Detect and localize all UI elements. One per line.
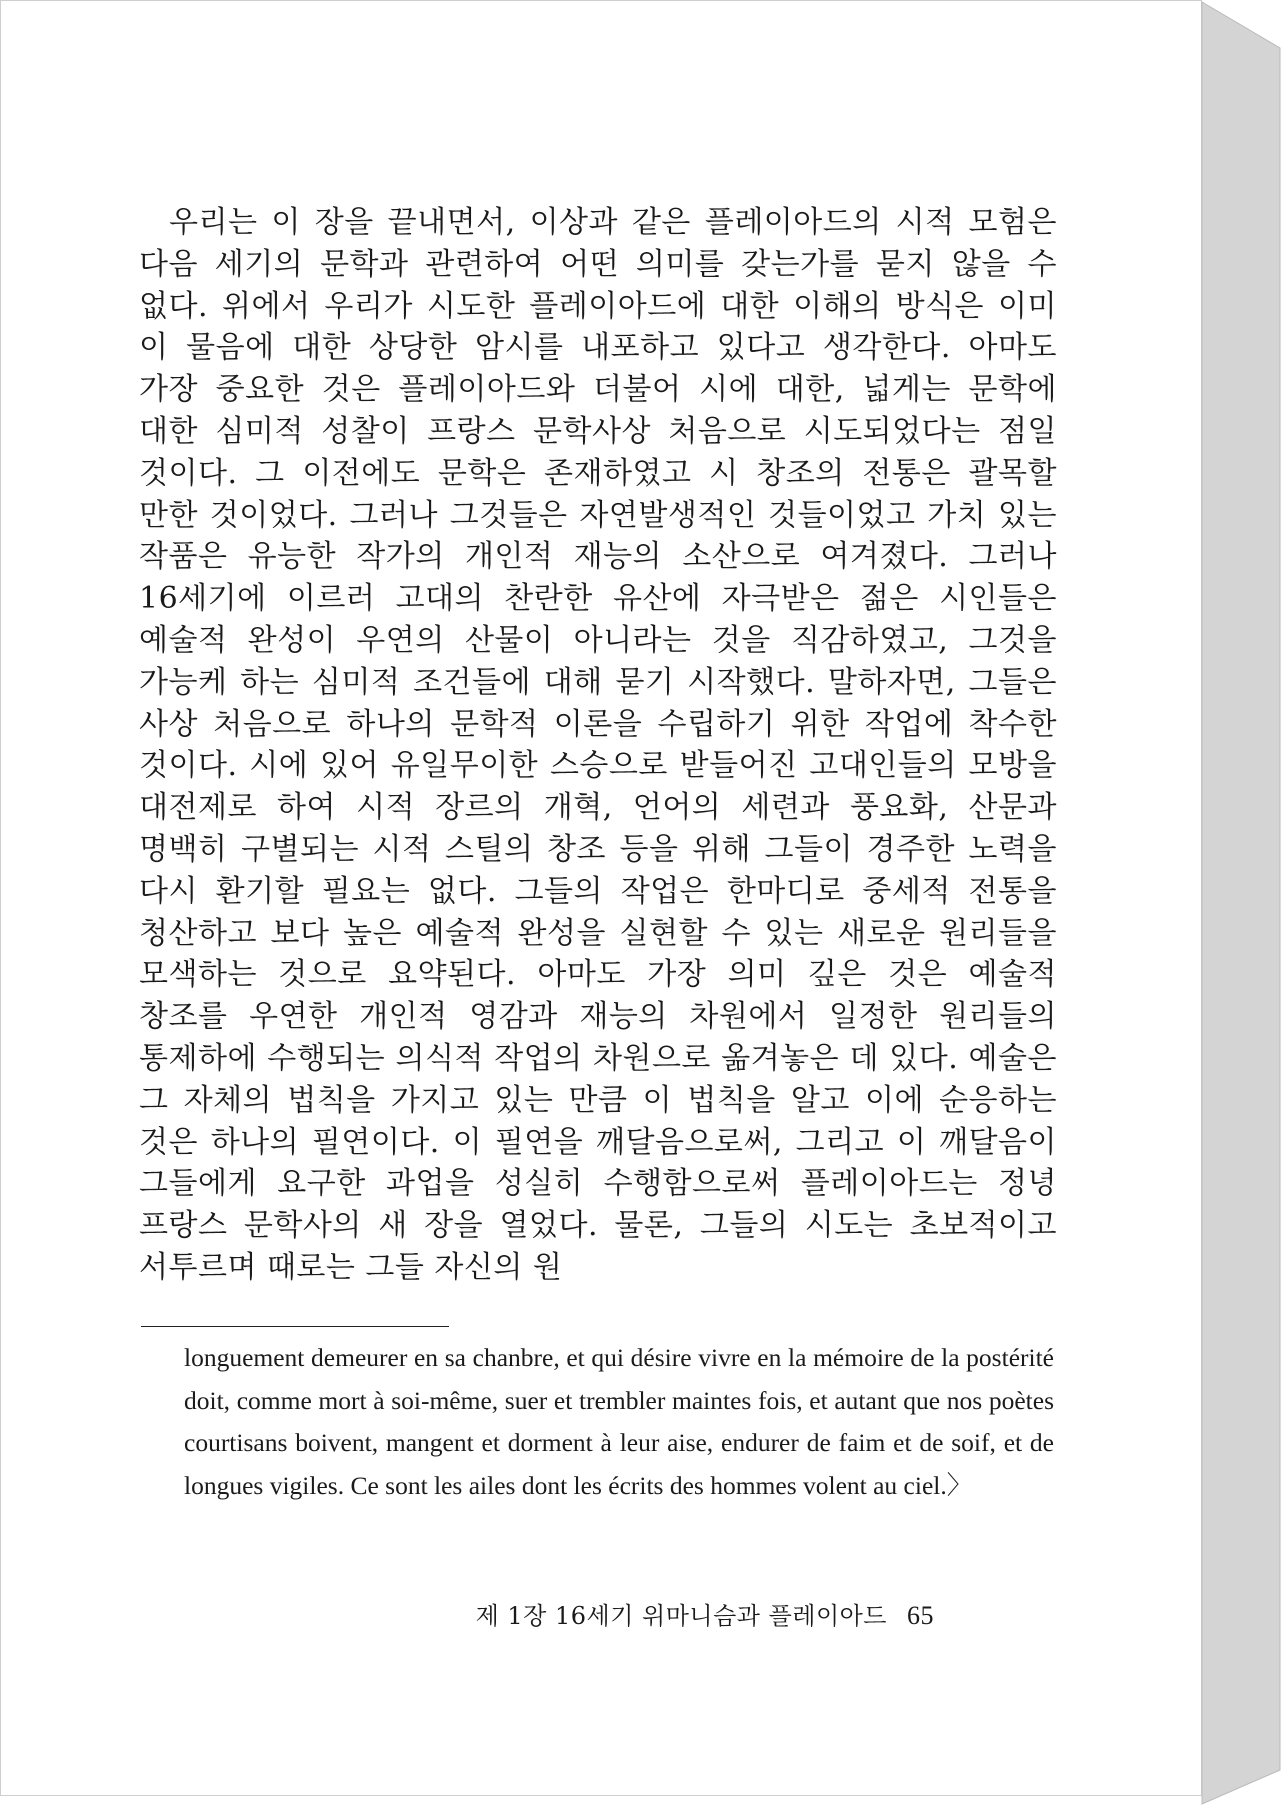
footnote-text: longuement demeurer en sa chanbre, et qui désire vivre en la mémoire de la postérité doit, comme mort à soi-même, suer et trembler maintes fois, et autant que nos poètes courtisans boivent, mangent et dorment à leur aise, endurer de faim et de soif, et de longues vigiles. Ce sont les ailes dont les écrits des hommes volent au ciel.〉	[184, 1343, 1054, 1500]
chapter-title: 제 1장 16세기 위마니슴과 플레이아드	[475, 1602, 887, 1630]
main-paragraph: 우리는 이 장을 끝내면서, 이상과 같은 플레이아드의 시적 모험은 다음 세기의 문학과 관련하여 어떤 의미를 갖는가를 묻지 않을 수 없다. 위에서 우리가 시도한 플레이아드에 대한 이해의 방식은 이미 이 물음에 대한 상당한 암시를 내포하고 있다고 생각한다. 아마도 가장 중요한 것은 플레이아드와 더불어 시에 대한, 넓게는 문학에 대한 심미적 성찰이 프랑스 문학사상 처음으로 시도되었다는 점일 것이다. 그 이전에도 문학은 존재하였고 시 창조의 전통은 괄목할 만한 것이었다. 그러나 그것들은 자연발생적인 것들이었고 가치 있는 작품은 유능한 작가의 개인적 재능의 소산으로 여겨졌다. 그러나 16세기에 이르러 고대의 찬란한 유산에 자극받은 젊은 시인들은 예술적 완성이 우연의 산물이 아니라는 것을 직감하였고, 그것을 가능케 하는 심미적 조건들에 대해 묻기 시작했다. 말하자면, 그들은 사상 처음으로 하나의 문학적 이론을 수립하기 위한 작업에 착수한 것이다. 시에 있어 유일무이한 스승으로 받들어진 고대인들의 모방을 대전제로 하여 시적 장르의 개혁, 언어의 세련과 풍요화, 산문과 명백히 구별되는 시적 스틸의 창조 등을 위해 그들이 경주한 노력을 다시 환기할 필요는 없다. 그들의 작업은 한마디로 중세적 전통을 청산하고 보다 높은 예술적 완성을 실현할 수 있는 새로운 원리들을 모색하는 것으로 요약된다. 아마도 가장 의미 깊은 것은 예술적 창조를 우연한 개인적 영감과 재능의 차원에서 일정한 원리들의 통제하에 수행되는 의식적 작업의 차원으로 옮겨놓은 데 있다. 예술은 그 자체의 법칙을 가지고 있는 만큼 이 법칙을 알고 이에 순응하는 것은 하나의 필연이다. 이 필연을 깨달음으로써, 그리고 이 깨달음이 그들에게 요구한 과업을 성실히 수행함으로써 플레이아드는 정녕 프랑스 문학사의 새 장을 열었다. 물론, 그들의 시도는 초보적이고 서투르며 때로는 그들 자신의 원	[139, 205, 1057, 1285]
page-number: 65	[907, 1601, 934, 1630]
